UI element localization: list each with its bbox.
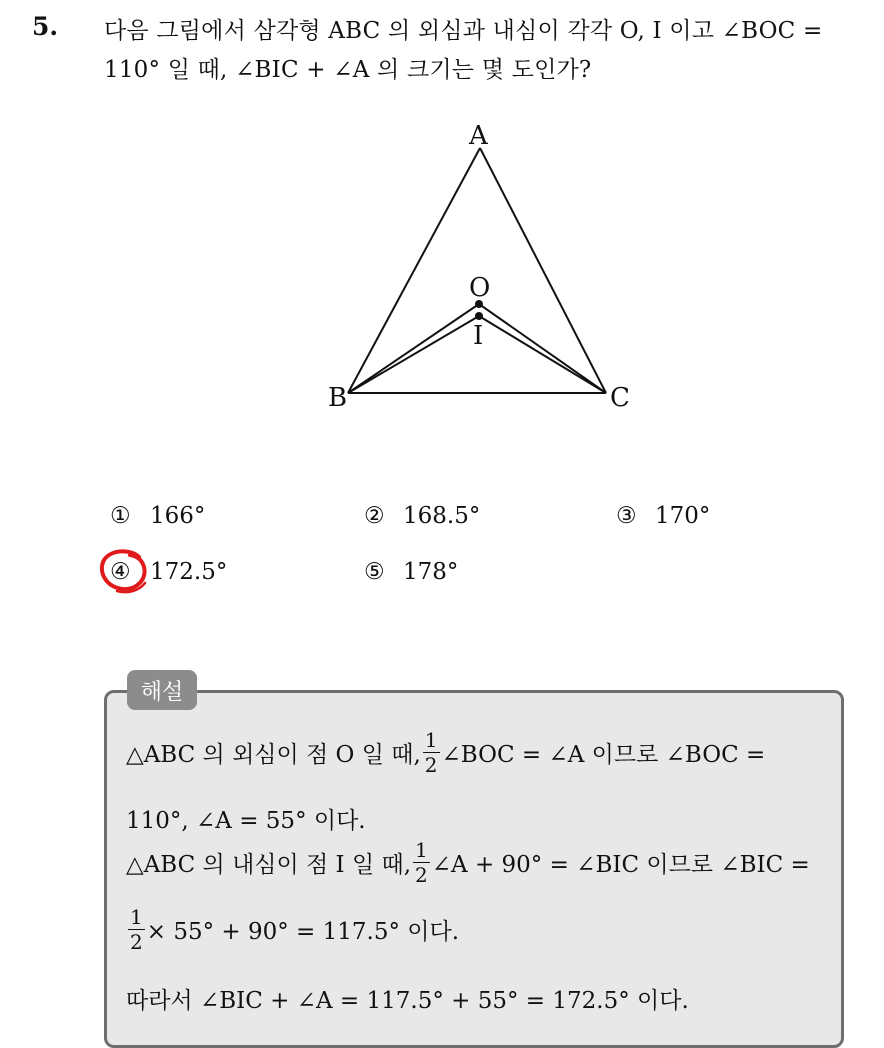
choice-1-text[interactable]: 166° [150, 503, 206, 529]
segment-bo [348, 304, 479, 393]
choice-5-mark[interactable]: ⑤ [364, 559, 385, 585]
choice-1-mark[interactable]: ① [110, 503, 131, 529]
question-number: 5. [32, 12, 59, 41]
point-i [475, 312, 483, 320]
label-i: I [473, 321, 484, 351]
side-ab [348, 148, 480, 393]
fraction-half: $\frac{1}{2}$ [424, 728, 438, 777]
question-text [104, 12, 874, 90]
explanation-line-4: $\frac{1}{2}$ × 55° + 90° = 117.5° 이다. [130, 905, 460, 954]
side-ac [480, 148, 606, 393]
triangle-figure [318, 112, 648, 412]
choice-4-text[interactable]: 172.5° [150, 559, 228, 585]
choice-4-mark[interactable]: ④ [110, 559, 131, 585]
label-a: A [469, 121, 488, 151]
fraction-half: $\frac{1}{2}$ [130, 905, 143, 954]
question-line-2: 110° 일 때, ∠BIC + ∠A 의 크기는 몇 도인가? [104, 57, 592, 83]
label-c: C [610, 383, 630, 412]
choice-3-mark[interactable]: ③ [616, 503, 637, 529]
fraction-half: $\frac{1}{2}$ [415, 838, 428, 887]
explanation-tab: 해설 [127, 670, 197, 710]
label-b: B [328, 383, 348, 412]
choice-2-text[interactable]: 168.5° [403, 503, 481, 529]
question-line-1: 다음 그림에서 삼각형 ABC 의 외심과 내심이 각각 O, I 이고 ∠BOC = [104, 18, 823, 44]
choice-2-mark[interactable]: ② [364, 503, 385, 529]
explanation-line-3: △ABC 의 내심이 점 I 일 때, $\frac{1}{2}$ ∠A + 90° = ∠BIC 이므로 ∠BIC = [126, 838, 810, 887]
choice-3-text[interactable]: 170° [655, 503, 711, 529]
explanation-line-5: 따라서 ∠BIC + ∠A = 117.5° + 55° = 172.5° 이다. [126, 988, 689, 1014]
explanation-line-1: △ABC 의 외심이 점 O 일 때, $\frac{1}{2}$ ∠BOC = ∠A 이므로 ∠BOC = [126, 728, 766, 777]
segment-co [479, 304, 606, 393]
selected-answer-circle [97, 547, 157, 597]
explanation-line-2: 110°, ∠A = 55° 이다. [126, 808, 366, 834]
choice-5-text[interactable]: 178° [403, 559, 459, 585]
label-o: O [469, 273, 491, 303]
